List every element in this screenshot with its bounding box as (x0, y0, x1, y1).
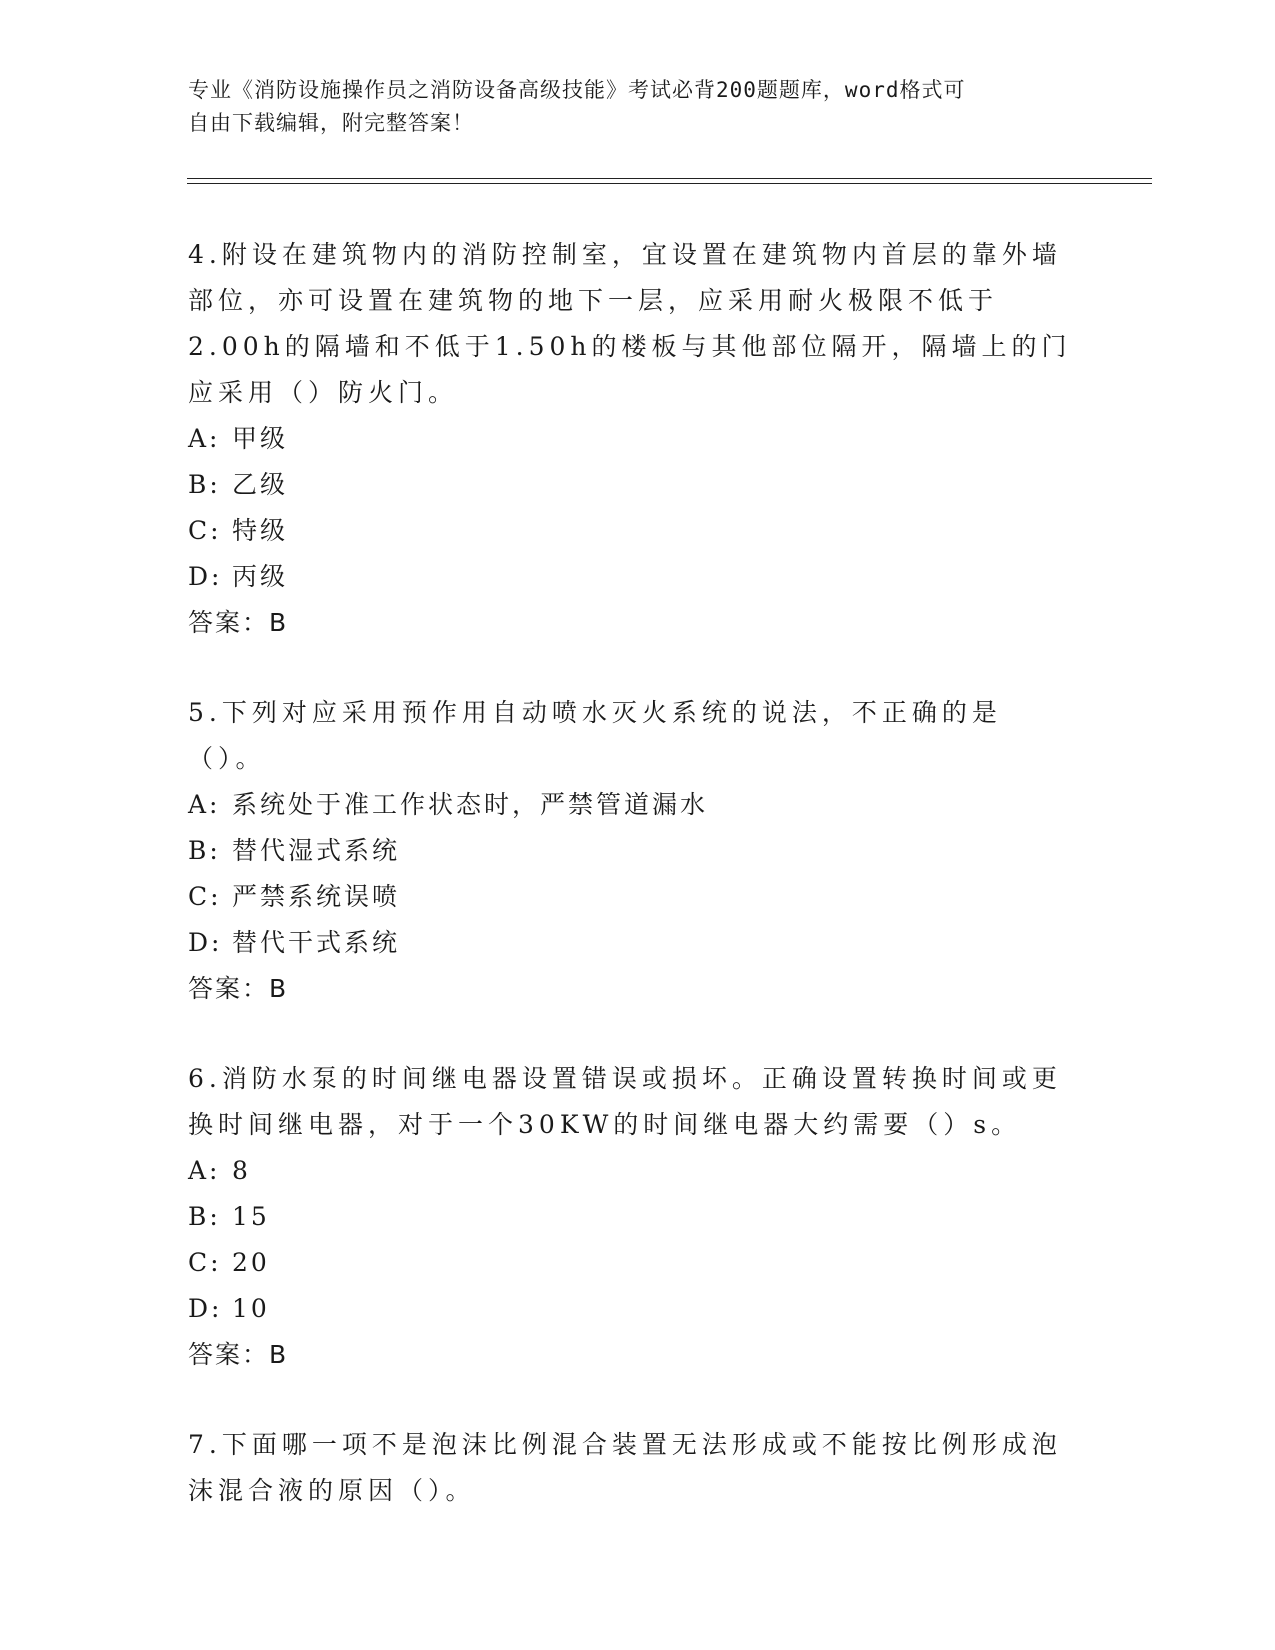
option-key: B: (188, 470, 221, 499)
header-divider-bottom (187, 183, 1152, 184)
option-b (188, 462, 1078, 508)
header-line-2: 自由下载编辑，附完整答案！ (188, 111, 474, 135)
option-b (188, 1194, 1078, 1240)
option-key: B: (188, 1202, 221, 1231)
question-stem: 5.下列对应采用预作用自动喷水灭火系统的说法，不正确的是（）。 (188, 698, 1002, 773)
option-text: 替代湿式系统 (232, 836, 401, 865)
answer-line: 答案：B (188, 1340, 289, 1369)
option-text: 乙级 (232, 470, 289, 499)
question-7 (188, 1422, 1078, 1514)
option-d (188, 554, 1078, 600)
question-4 (188, 232, 1078, 646)
header-divider-top (187, 178, 1152, 179)
option-a (188, 1148, 1078, 1194)
option-key: A: (188, 424, 221, 453)
option-key: B: (188, 836, 221, 865)
answer-line: 答案：B (188, 608, 289, 637)
option-text: 甲级 (232, 424, 289, 453)
option-key: C: (188, 516, 222, 545)
question-list (188, 232, 1078, 1558)
answer-line: 答案：B (188, 974, 289, 1003)
option-text: 丙级 (232, 562, 289, 591)
option-text: 严禁系统误喷 (232, 882, 401, 911)
option-a (188, 782, 1078, 828)
question-stem: 6.消防水泵的时间继电器设置错误或损坏。正确设置转换时间或更换时间继电器，对于一个30KW的时间继电器大约需要（）s。 (188, 1064, 1062, 1139)
option-key: D: (188, 1294, 223, 1323)
option-key: A: (188, 790, 221, 819)
option-a (188, 416, 1078, 462)
option-text: 替代干式系统 (232, 928, 401, 957)
option-text: 系统处于准工作状态时，严禁管道漏水 (232, 790, 709, 819)
option-key: D: (188, 562, 223, 591)
option-c (188, 1240, 1078, 1286)
question-stem: 4.附设在建筑物内的消防控制室，宜设置在建筑物内首层的靠外墙部位，亦可设置在建筑物的地下一层，应采用耐火极限不低于2.00h的隔墙和不低于1.50h的楼板与其他部位隔开，隔墙上的门应采用（）防火门。 (188, 240, 1072, 407)
option-text: 10 (232, 1294, 270, 1323)
document-header (188, 74, 1068, 140)
header-line-1: 专业《消防设施操作员之消防设备高级技能》考试必背200题题库，word格式可 (188, 78, 966, 102)
question-6 (188, 1056, 1078, 1378)
option-text: 15 (232, 1202, 270, 1231)
option-b (188, 828, 1078, 874)
option-c (188, 874, 1078, 920)
option-key: A: (188, 1156, 221, 1185)
question-stem: 7.下面哪一项不是泡沫比例混合装置无法形成或不能按比例形成泡沫混合液的原因（）。 (188, 1430, 1062, 1505)
option-key: C: (188, 882, 222, 911)
question-5 (188, 690, 1078, 1012)
option-text: 20 (232, 1248, 270, 1277)
option-d (188, 1286, 1078, 1332)
option-c (188, 508, 1078, 554)
option-text: 8 (232, 1156, 251, 1185)
option-key: D: (188, 928, 223, 957)
option-key: C: (188, 1248, 222, 1277)
option-d (188, 920, 1078, 966)
option-text: 特级 (232, 516, 289, 545)
